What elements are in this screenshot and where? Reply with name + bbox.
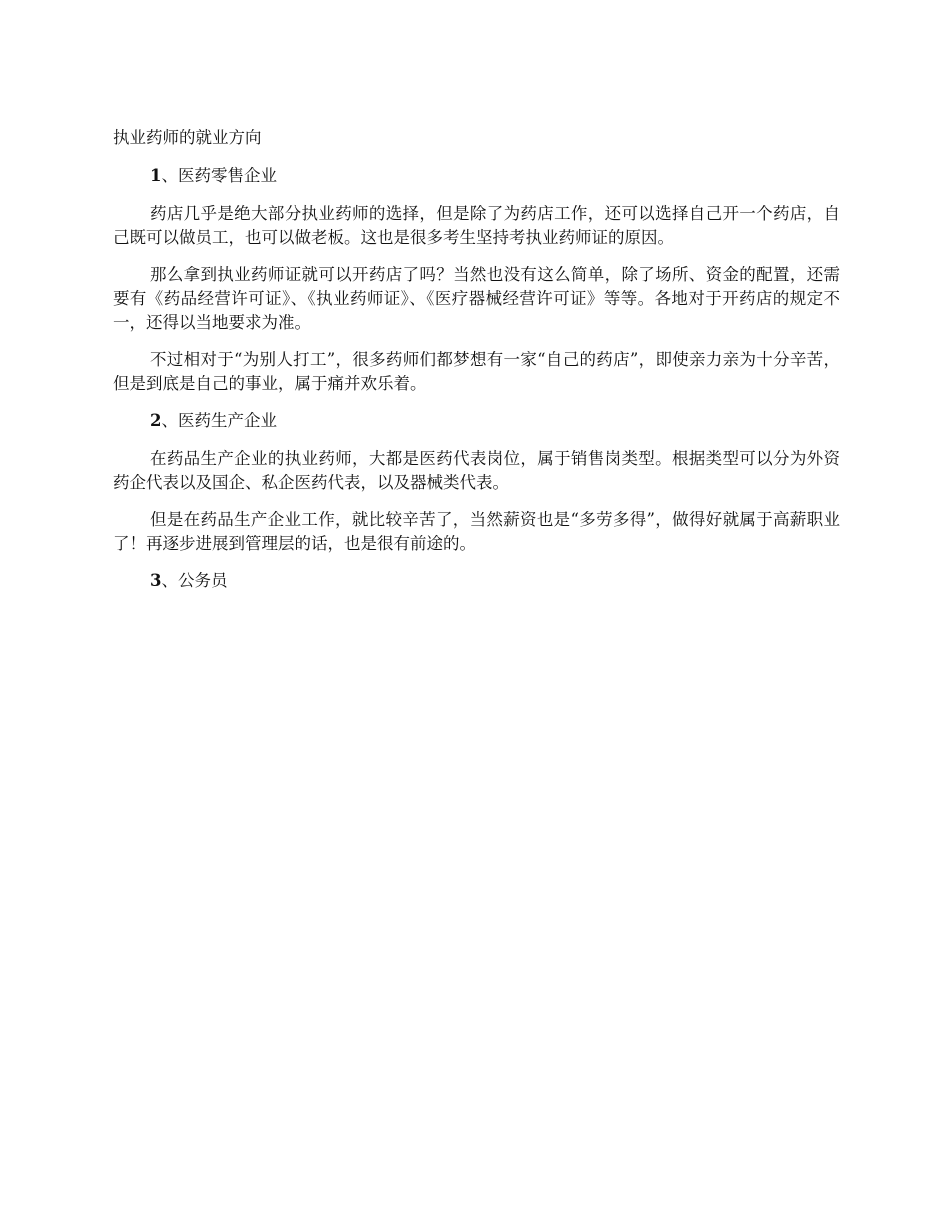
section-heading-text: 、医药生产企业 bbox=[161, 411, 277, 430]
section-number: 1 bbox=[150, 166, 162, 185]
paragraph: 在药品生产企业的执业药师，大都是医药代表岗位，属于销售岗类型。根据类型可以分为外资药企代表以及国企、私企医药代表，以及器械类代表。 bbox=[113, 449, 840, 492]
section-heading-3 bbox=[113, 569, 840, 593]
section-heading-1 bbox=[113, 164, 840, 188]
paragraph: 不过相对于“为别人打工”，很多药师们都梦想有一家“自己的药店”，即使亲力亲为十分辛苦，但是到底是自己的事业，属于痛并欢乐着。 bbox=[113, 350, 840, 393]
section-number: 2 bbox=[150, 411, 162, 430]
document-body bbox=[113, 126, 840, 607]
section-heading-2 bbox=[113, 409, 840, 433]
paragraph: 那么拿到执业药师证就可以开药店了吗？当然也没有这么简单，除了场所、资金的配置，还需要有《药品经营许可证》、《执业药师证》、《医疗器械经营许可证》等等。各地对于开药店的规定不一，还得以当地要求为准。 bbox=[113, 265, 840, 332]
document-title: 执业药师的就业方向 bbox=[113, 128, 262, 147]
section-heading-text: 、公务员 bbox=[161, 571, 228, 590]
section-heading-text: 、医药零售企业 bbox=[161, 166, 277, 185]
paragraph: 药店几乎是绝大部分执业药师的选择，但是除了为药店工作，还可以选择自己开一个药店，自己既可以做员工，也可以做老板。这也是很多考生坚持考执业药师证的原因。 bbox=[113, 204, 840, 247]
paragraph: 但是在药品生产企业工作，就比较辛苦了，当然薪资也是“多劳多得”，做得好就属于高薪职业了！再逐步进展到管理层的话，也是很有前途的。 bbox=[113, 510, 840, 553]
section-number: 3 bbox=[150, 571, 162, 590]
